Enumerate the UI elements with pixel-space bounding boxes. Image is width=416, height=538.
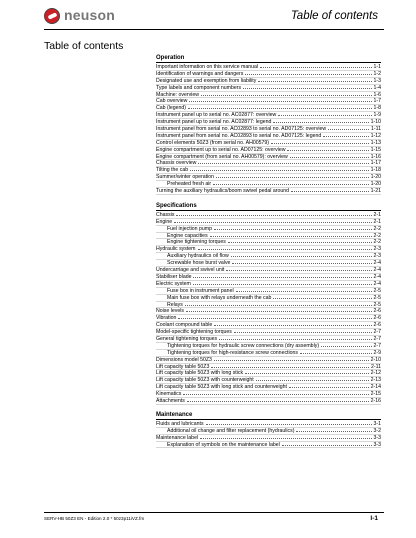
toc-entry-page: 3-3 [373, 434, 381, 441]
toc-entry[interactable] [156, 281, 381, 288]
toc-dot-leader [198, 249, 372, 250]
toc-section [156, 203, 381, 405]
toc-entry-page: 1-16 [370, 153, 381, 160]
toc-dot-leader [211, 367, 369, 368]
toc-entry-page: 3-3 [373, 441, 381, 448]
toc-entry-title: Lift capacity table 50Z3 with long stick and counterweight [156, 384, 287, 391]
toc-entry-page: 2-12 [370, 370, 381, 377]
toc-entry-page: 2-4 [373, 273, 381, 280]
toc-entry-title: Electric system [156, 280, 191, 287]
toc-entry-page: 1-8 [373, 105, 381, 112]
toc-entry-title: Fuse box in instrument panel [167, 287, 234, 294]
toc-entry[interactable] [156, 398, 381, 405]
toc-entry-title: Auxiliary hydraulics oil flow [167, 253, 229, 260]
toc-entry-page: 1-6 [373, 91, 381, 98]
toc-dot-leader [245, 74, 371, 75]
toc-dot-leader [273, 298, 371, 299]
toc-entry-page: 1-12 [370, 132, 381, 139]
toc-entry[interactable] [156, 391, 381, 398]
toc-entry-title: Relays [167, 301, 183, 308]
toc-entry[interactable] [156, 421, 381, 428]
toc-entry-title: Instrument panel from serial no. AC02893 to serial no. AD07125: legend [156, 132, 322, 139]
toc-entry-page: 1-21 [370, 188, 381, 195]
toc-entry-title: Lift capacity table 50Z3 with counterweight [156, 377, 254, 384]
toc-entry[interactable] [156, 336, 381, 343]
toc-entry-page: 1-17 [370, 160, 381, 167]
toc-entry-page: 2-4 [373, 260, 381, 267]
toc-dot-leader [273, 122, 368, 123]
toc-entry-page: 2-16 [370, 397, 381, 404]
toc-dot-leader [234, 332, 372, 333]
toc-dot-leader [236, 291, 372, 292]
toc-dot-leader [185, 305, 372, 306]
toc-entry[interactable] [156, 226, 381, 233]
header-divider [44, 29, 384, 30]
toc-entry-page: 1-4 [373, 84, 381, 91]
toc-dot-leader [226, 270, 371, 271]
toc-dot-leader [188, 108, 372, 109]
toc-entry[interactable] [156, 384, 381, 391]
toc-entry-title: Additional oil change and filter replacement (hydraulics) [167, 427, 295, 434]
toc-dot-leader [193, 284, 372, 285]
toc-entry-title: Vibration [156, 315, 177, 322]
toc-dot-leader [232, 263, 371, 264]
toc-entry[interactable] [156, 267, 381, 274]
toc-entry-page: 1-2 [373, 70, 381, 77]
toc-entry-page: 1-18 [370, 167, 381, 174]
toc-entry[interactable] [156, 370, 381, 377]
toc-entry-title: Hydraulic system [156, 246, 196, 253]
toc-entry-page: 2-3 [373, 253, 381, 260]
toc-entry-title: Tightening torques for hydraulic screw connections (dry assembly) [167, 342, 320, 349]
toc-entry[interactable] [156, 377, 381, 384]
toc-dot-leader [193, 277, 371, 278]
toc-entry-page: 2-4 [373, 267, 381, 274]
toc-entry-title: Fluids and lubricants [156, 420, 204, 427]
toc-entry-title: Turning the auxiliary hydraulics/boom swivel pedal around [156, 188, 290, 195]
toc-entry[interactable] [156, 98, 381, 105]
toc-dot-leader [328, 129, 369, 130]
toc-entry-page: 3-1 [373, 420, 381, 427]
neuson-logo-icon [44, 8, 60, 24]
toc-entry-page: 1-20 [370, 174, 381, 181]
toc-dot-leader [289, 387, 369, 388]
toc-entry[interactable] [156, 181, 381, 188]
toc-entry[interactable] [156, 92, 381, 99]
toc-entry[interactable] [156, 329, 381, 336]
toc-entry[interactable] [156, 105, 381, 112]
toc-entry-page: 1-10 [370, 119, 381, 126]
toc-entry-title: Fuel injection pump [167, 225, 212, 232]
toc-dot-leader [206, 424, 372, 425]
toc-entry-page: 2-6 [373, 322, 381, 329]
toc-entry[interactable] [156, 140, 381, 147]
toc-dot-leader [290, 157, 369, 158]
toc-dot-leader [210, 236, 372, 237]
toc-entry-page: 1-11 [371, 126, 381, 133]
toc-entry[interactable] [156, 71, 381, 78]
toc-entry[interactable] [156, 295, 381, 302]
toc-entry[interactable] [156, 364, 381, 371]
toc-entry-title: Important information on this service manual [156, 64, 259, 70]
toc-entry-title: Lift capacity table 50Z3 with long stick [156, 370, 244, 377]
toc-entry-page: 2-9 [373, 349, 381, 356]
toc-dot-leader [287, 150, 368, 151]
toc-entry-page: 2-7 [373, 335, 381, 342]
toc-entry-page: 2-5 [373, 294, 381, 301]
toc-entry-title: Type labels and component numbers [156, 84, 242, 91]
toc-entry[interactable] [156, 428, 381, 435]
toc-entry-page: 1-7 [373, 98, 381, 105]
toc-dot-leader [258, 81, 371, 82]
toc-entry-title: Identification of warnings and dangers [156, 70, 244, 77]
toc-entry-page: 2-6 [373, 315, 381, 322]
toc-entry-title: Tilting the cab [156, 167, 189, 174]
toc-entry-page: 2-6 [373, 308, 381, 315]
footer-page-number: I-1 [370, 515, 378, 522]
toc-entry-page: 1-9 [373, 112, 381, 119]
toc-entry-page: 2-4 [373, 280, 381, 287]
toc-entry-title: Instrument panel up to serial no. AC02877: overview [156, 112, 277, 119]
toc-entry-page: 3-2 [373, 427, 381, 434]
toc-entry-title: Model-specific tightening torques [156, 329, 232, 336]
toc-entry-title: Cab overview [156, 98, 188, 105]
toc-entry-title: Instrument panel from serial no. AC02893 to serial no. AD07125: overview [156, 126, 327, 133]
toc-entry-title: Machine: overview [156, 91, 199, 98]
toc-dot-leader [186, 311, 372, 312]
toc-dot-leader [296, 431, 371, 432]
toc-dot-leader [323, 136, 368, 137]
toc-entry[interactable] [156, 188, 381, 195]
toc-entry[interactable] [156, 219, 381, 226]
toc-entry-page: 1-13 [370, 139, 381, 146]
toc-entry-title: Undercarriage and swivel unit [156, 267, 225, 274]
toc-entry[interactable] [156, 308, 381, 315]
toc-entry[interactable] [156, 322, 381, 329]
toc-entry[interactable] [156, 350, 381, 357]
toc-entry-title: Tightening torques for high-resistance screw connections [167, 349, 299, 356]
footer-document-id: SERV-HB 50Z3 EN - Edition 2.0 * 50z3p11iVZ.fm [44, 516, 145, 521]
toc-section-title: Specifications [156, 203, 381, 211]
toc-entry-page: 2-2 [373, 225, 381, 232]
toc-entry-title: Dimensions model 50Z3 [156, 356, 212, 363]
toc-entry-title: Lift capacity table 50Z3 [156, 363, 210, 370]
toc-dot-leader [174, 222, 371, 223]
toc-dot-leader [243, 88, 371, 89]
toc-entry-page: 1-15 [370, 146, 381, 153]
toc-dot-leader [291, 191, 369, 192]
brand-name: neuson [64, 7, 115, 23]
toc-entry-title: General tightening torques [156, 335, 218, 342]
toc-entry-title: Chassis overview [156, 160, 197, 167]
toc-entry-page: 2-2 [373, 239, 381, 246]
toc-entry[interactable] [156, 85, 381, 92]
toc-dot-leader [219, 339, 371, 340]
toc-entry[interactable] [156, 239, 381, 246]
toc-entry-title: Instrument panel up to serial no. AC02877: legend [156, 119, 272, 126]
toc-entry-page: 2-3 [373, 246, 381, 253]
toc-entry-title: Explanation of symbols on the maintenance label [167, 441, 280, 448]
toc-dot-leader [214, 229, 372, 230]
toc-entry-page: 2-14 [370, 384, 381, 391]
toc-entry[interactable] [156, 212, 381, 219]
toc-dot-leader [200, 438, 371, 439]
toc-dot-leader [178, 318, 371, 319]
toc-dot-leader [245, 373, 369, 374]
toc-entry[interactable] [156, 288, 381, 295]
toc-entry[interactable] [156, 154, 381, 161]
toc-entry-title: Engine compartment up to serial no. AD07125: overview [156, 146, 286, 153]
toc-entry[interactable] [156, 302, 381, 309]
toc-entry[interactable] [156, 78, 381, 85]
toc-entry-title: Engine [156, 218, 173, 225]
page-title: Table of contents [44, 40, 124, 52]
toc-dot-leader [271, 143, 369, 144]
toc-entry[interactable] [156, 147, 381, 154]
toc-entry[interactable] [156, 126, 381, 133]
toc-dot-leader [300, 353, 371, 354]
toc-entry-page: 1-20 [370, 181, 381, 188]
toc-dot-leader [214, 325, 371, 326]
page-header [0, 0, 416, 30]
toc-entry-page: 2-11 [371, 363, 381, 370]
toc-entry-title: Kinematics [156, 391, 182, 398]
toc-entry-page: 2-5 [373, 301, 381, 308]
toc-entry[interactable] [156, 167, 381, 174]
toc-entry[interactable] [156, 233, 381, 240]
toc-entry-title: Coolant compound table [156, 322, 213, 329]
toc-entry[interactable] [156, 343, 381, 350]
toc-entry[interactable] [156, 260, 381, 267]
toc-dot-leader [321, 346, 371, 347]
toc-dot-leader [198, 163, 368, 164]
toc-dot-leader [231, 256, 372, 257]
toc-entry-page: 2-7 [373, 342, 381, 349]
toc-entry-page: 2-10 [370, 356, 381, 363]
toc-entry-title: Screwable hose burst valve [167, 260, 231, 267]
toc-entry[interactable] [156, 246, 381, 253]
toc-entry-title: Engine capacities [167, 232, 208, 239]
toc-entry-title: Stabiliser blade [156, 273, 192, 280]
toc-entry-title: Cab (legend) [156, 105, 186, 112]
toc-entry[interactable] [156, 435, 381, 442]
toc-dot-leader [260, 67, 371, 68]
toc-entry[interactable] [156, 357, 381, 364]
toc-entry[interactable] [156, 253, 381, 260]
toc-entry[interactable] [156, 133, 381, 140]
toc-entry-title: Chassis [156, 211, 175, 218]
toc-dot-leader [187, 401, 369, 402]
toc-entry-title: Designated use and exemption from liability [156, 77, 257, 84]
toc-entry[interactable] [156, 174, 381, 181]
toc-dot-leader [282, 445, 372, 446]
toc-section-title: Maintenance [156, 412, 381, 420]
toc-dot-leader [228, 242, 372, 243]
header-title: Table of contents [290, 10, 378, 22]
toc-entry-page: 1-1 [373, 64, 381, 70]
toc-dot-leader [201, 95, 372, 96]
toc-section-title: Operation [156, 55, 381, 63]
toc-entry-page: 1-3 [373, 77, 381, 84]
toc-entry[interactable] [156, 160, 381, 167]
toc-entry-title: Summer/winter operation [156, 174, 214, 181]
toc-dot-leader [176, 215, 371, 216]
toc-entry-title: Preheated fresh air [167, 181, 212, 188]
toc-dot-leader [213, 184, 368, 185]
toc-entry-page: 2-1 [373, 211, 381, 218]
toc-entry-page: 2-7 [373, 329, 381, 336]
toc-section [156, 412, 381, 449]
toc-entry-title: Main fuse box with relays underneath the cab [167, 294, 272, 301]
toc-entry-title: Control elements 50Z3 (from serial no. AH00579) [156, 139, 270, 146]
toc-entry-page: 2-2 [373, 232, 381, 239]
toc-dot-leader [189, 101, 371, 102]
toc-entry-title: Noise levels [156, 308, 184, 315]
toc-entry-title: Engine compartment (from serial no. AH00579): overview [156, 153, 288, 160]
toc-entry-title: Engine tightening torques [167, 239, 226, 246]
toc-entry-page: 2-1 [373, 218, 381, 225]
toc-dot-leader [278, 115, 371, 116]
toc-dot-leader [214, 360, 369, 361]
toc-entry-page: 2-15 [370, 391, 381, 398]
toc-entry-page: 2-13 [370, 377, 381, 384]
toc-entry[interactable] [156, 119, 381, 126]
toc-entry[interactable] [156, 315, 381, 322]
footer-divider [44, 512, 384, 513]
toc-section [156, 55, 381, 195]
toc-dot-leader [183, 394, 368, 395]
toc-entry-title: Attachments [156, 397, 185, 404]
table-of-contents [156, 55, 381, 448]
toc-entry-title: Maintenance label [156, 434, 199, 441]
toc-dot-leader [256, 380, 369, 381]
toc-dot-leader [190, 170, 369, 171]
toc-entry[interactable] [156, 112, 381, 119]
toc-entry-page: 2-5 [373, 287, 381, 294]
toc-entry[interactable] [156, 64, 381, 71]
toc-entry[interactable] [156, 274, 381, 281]
toc-entry[interactable] [156, 442, 381, 449]
toc-dot-leader [216, 177, 369, 178]
